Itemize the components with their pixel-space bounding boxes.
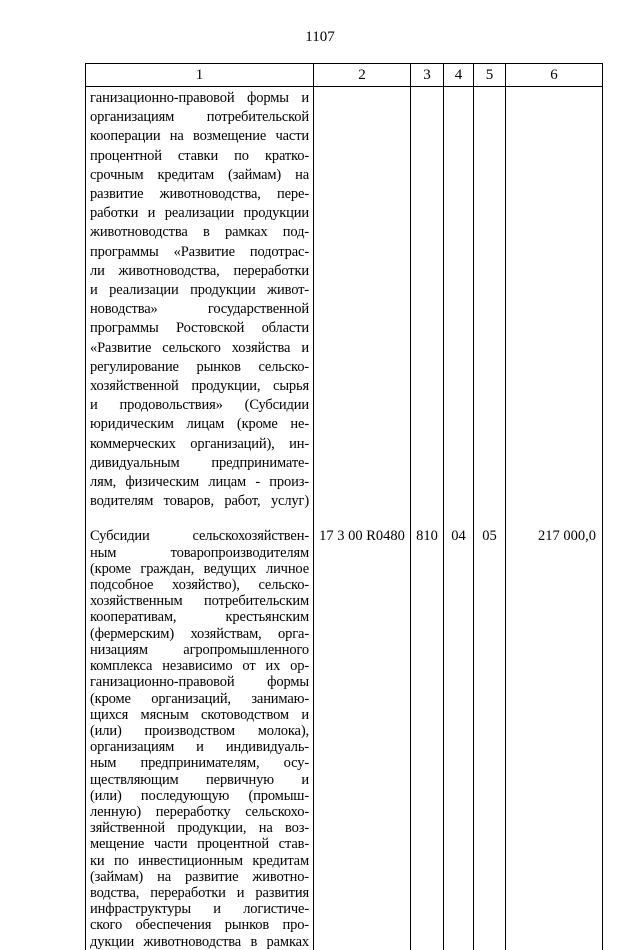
header-code: 2 bbox=[314, 64, 411, 87]
description-line: ки по инвестиционным кредитам bbox=[90, 852, 309, 869]
description-line: мещение части процентной став- bbox=[90, 836, 309, 853]
description-line: (или) производством молока), bbox=[90, 722, 309, 739]
cell-subsection: 05 bbox=[474, 509, 506, 949]
description-line: «Развитие сельского хозяйства и bbox=[90, 339, 309, 356]
page-number: 1107 bbox=[305, 29, 335, 45]
description-line: дивидуальным предпринимате- bbox=[90, 454, 309, 471]
description-line: ганизационно-правовой формы и bbox=[90, 90, 309, 106]
description-line: водства, переработки и развития bbox=[90, 884, 309, 901]
header-description: 1 bbox=[86, 64, 314, 87]
description-line: программы «Развитие подотрас- bbox=[90, 243, 309, 260]
description-line: Субсидии сельскохозяйствен- bbox=[90, 528, 309, 545]
description-line: кооперативам, крестьянским bbox=[90, 609, 309, 626]
description-line: животноводства в рамках под- bbox=[90, 224, 309, 241]
cell-description bbox=[86, 509, 314, 949]
cell-subsection bbox=[474, 87, 506, 510]
description-line: ным предпринимателям, осу- bbox=[90, 755, 309, 772]
description-line: (фермерским) хозяйствам, орга- bbox=[90, 625, 309, 642]
cell-section: 04 bbox=[444, 509, 474, 949]
description-line: ского обеспечения рынков про- bbox=[90, 917, 309, 934]
cell-code bbox=[314, 87, 411, 510]
description-line: кооперации на возмещение части bbox=[90, 128, 309, 145]
header-section: 4 bbox=[444, 64, 474, 87]
description-line: организациям потребительской bbox=[90, 109, 309, 126]
description-line: новодства» государственной bbox=[90, 301, 309, 318]
header-subsection: 5 bbox=[474, 64, 506, 87]
description-line: хозяйственным потребительским bbox=[90, 593, 309, 610]
description-line: работки и реализации продукции bbox=[90, 205, 309, 222]
description-line: (кроме организаций, занимаю- bbox=[90, 690, 309, 707]
table-row bbox=[86, 509, 603, 949]
table-header-row bbox=[86, 64, 603, 87]
description-line: срочным кредитам (займам) на bbox=[90, 166, 309, 183]
description-line: программы Ростовской области bbox=[90, 320, 309, 337]
description-line: дукции животноводства в рамках bbox=[90, 933, 309, 950]
description-line: ли животноводства, переработки bbox=[90, 262, 309, 279]
description-line: зяйственной продукции, на воз- bbox=[90, 820, 309, 837]
description-line: подсобное хозяйство), сельско- bbox=[90, 577, 309, 594]
description-line: развитие животноводства, пере- bbox=[90, 186, 309, 203]
description-line: (или) последующую (промыш- bbox=[90, 787, 309, 804]
description-line: коммерческих организаций), ин- bbox=[90, 435, 309, 452]
description-text bbox=[90, 87, 309, 509]
description-line: регулирование рынков сельско- bbox=[90, 358, 309, 375]
description-line: организациям и индивидуаль- bbox=[90, 739, 309, 756]
description-line: лям, физическим лицам - произ- bbox=[90, 474, 309, 491]
header-expense-type: 3 bbox=[411, 64, 444, 87]
cell-amount: 217 000,0 bbox=[506, 509, 603, 949]
description-line: ганизационно-правовой формы bbox=[90, 674, 309, 691]
description-line: юридическим лицам (кроме не- bbox=[90, 416, 309, 433]
description-line: ленную) переработку сельскохо- bbox=[90, 803, 309, 820]
description-line: инфраструктуры и логистиче- bbox=[90, 901, 309, 918]
cell-code: 17 3 00 R0480 bbox=[314, 509, 411, 949]
cell-description bbox=[86, 87, 314, 510]
table-row bbox=[86, 87, 603, 510]
description-line: (кроме граждан, ведущих личное bbox=[90, 560, 309, 577]
cell-expense-type bbox=[411, 87, 444, 510]
description-line: щихся мясным скотоводством и bbox=[90, 706, 309, 723]
description-text bbox=[90, 528, 309, 949]
cell-expense-type: 810 bbox=[411, 509, 444, 949]
description-line: (займам) на развитие животно- bbox=[90, 868, 309, 885]
description-line: процентной ставки по кратко- bbox=[90, 147, 309, 164]
description-line: водителям товаров, работ, услуг) bbox=[90, 493, 309, 510]
description-line: низациям агропромышленного bbox=[90, 641, 309, 658]
description-line: ным товаропроизводителям bbox=[90, 544, 309, 561]
description-line: и продовольствия» (Субсидии bbox=[90, 397, 309, 414]
cell-section bbox=[444, 87, 474, 510]
description-line: хозяйственной продукции, сырья bbox=[90, 378, 309, 395]
header-amount: 6 bbox=[506, 64, 603, 87]
description-line: ществляющим первичную и bbox=[90, 771, 309, 788]
budget-table bbox=[85, 63, 603, 950]
cell-amount bbox=[506, 87, 603, 510]
description-line: и реализации продукции живот- bbox=[90, 282, 309, 299]
description-line: комплекса независимо от их ор- bbox=[90, 658, 309, 675]
